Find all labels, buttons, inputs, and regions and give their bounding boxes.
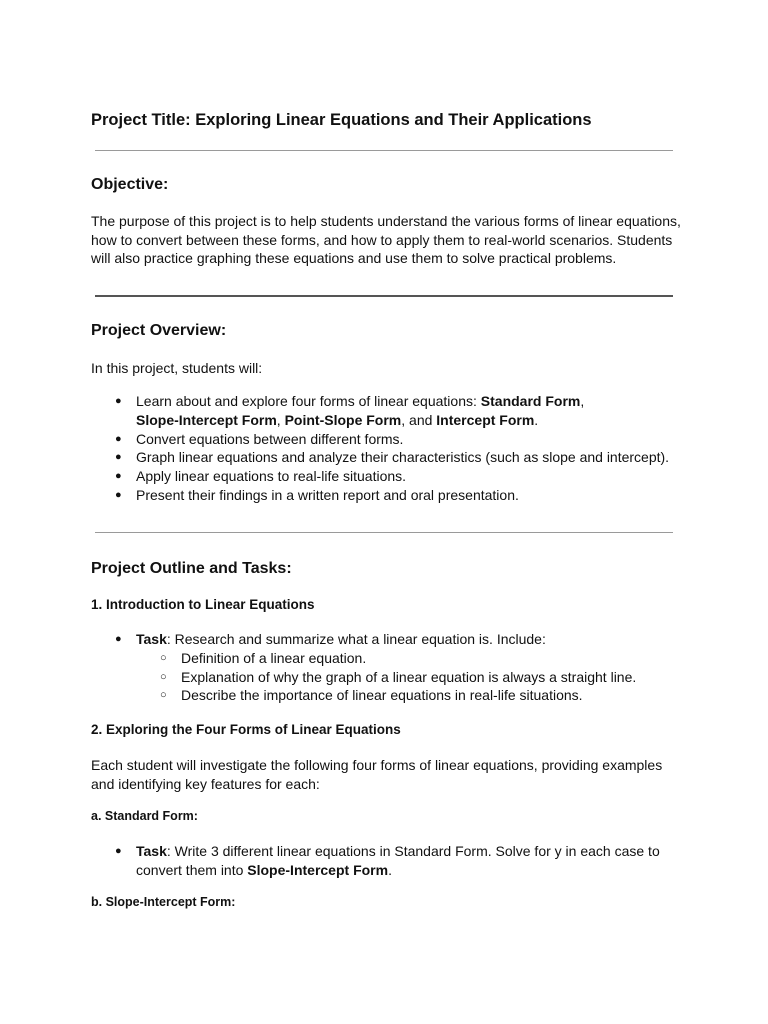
list-item: [91, 842, 660, 861]
sublist-item-text: Definition of a linear equation.: [181, 649, 367, 666]
overview-intro: In this project, students will:: [91, 360, 263, 376]
list-item-text: Graph linear equations and analyze their characteristics (such as slope and intercept).: [136, 449, 670, 466]
overview-heading: Project Overview:: [91, 322, 227, 339]
bullet-icon: ●: [115, 633, 122, 645]
sublist-item: [136, 649, 636, 668]
bullet-icon: ●: [115, 395, 122, 407]
section2-intro: Each student will investigate the following four forms of linear equations, providing examples and identifying key features for each:: [91, 757, 663, 792]
slope-intercept-heading: b. Slope-Intercept Form:: [91, 895, 236, 909]
list-item-text: ,: [276, 411, 285, 428]
section1-sublist: [136, 649, 636, 705]
bullet-icon: ●: [115, 470, 122, 483]
list-item-text: .: [388, 861, 392, 878]
bold-term: Intercept Form: [436, 411, 535, 428]
bullet-icon: ●: [115, 451, 122, 464]
list-item-text: .: [534, 411, 539, 428]
list-item-text: , and: [401, 411, 437, 428]
list-item-text: Learn about and explore four forms of linear equations:: [136, 393, 481, 409]
divider: [95, 532, 673, 533]
divider: [95, 150, 673, 151]
list-item-text: : Research and summarize what a linear equation is. Include:: [166, 631, 546, 647]
list-item-text: convert them into: [136, 861, 248, 878]
bullet-icon: ●: [115, 488, 122, 501]
section2-heading: 2. Exploring the Four Forms of Linear Equations: [91, 722, 401, 737]
sublist-item-text: Explanation of why the graph of a linear equation is always a straight line.: [181, 668, 637, 685]
outline-heading: Project Outline and Tasks:: [91, 560, 292, 577]
list-item-text: Apply linear equations to real-life situations.: [136, 468, 407, 485]
list-item-continuation: [91, 861, 660, 880]
list-item: [91, 448, 669, 467]
circle-bullet-icon: ○: [160, 689, 167, 702]
bullet-icon: ●: [115, 845, 122, 857]
objective-text: The purpose of this project is to help students understand the various forms of linear equations, how to convert between these forms, and how to apply them to real-world scenarios. Students will also practice graphing these equations and use them to solve practical problems.: [91, 213, 681, 266]
standard-form-list: [91, 842, 660, 880]
list-item-text: Convert equations between different forms.: [136, 430, 404, 447]
list-item-text: ,: [580, 393, 585, 409]
task-label: Task: [136, 843, 167, 859]
bold-term: Standard Form: [480, 393, 581, 409]
bold-term: Point-Slope Form: [284, 411, 402, 428]
list-item-text: : Write 3 different linear equations in Standard Form. Solve for y in each case to: [166, 843, 660, 859]
circle-bullet-icon: ○: [160, 651, 167, 664]
task-label: Task: [136, 631, 167, 647]
objective-heading: Objective:: [91, 176, 169, 193]
list-item: [91, 392, 669, 411]
section1-list: [91, 630, 636, 705]
sublist-item-text: Describe the importance of linear equations in real-life situations.: [181, 687, 583, 704]
sublist-item: [136, 686, 636, 705]
sublist-item: [136, 668, 636, 687]
list-item: [91, 430, 669, 449]
list-item: [91, 630, 636, 705]
list-item-text: Present their findings in a written report and oral presentation.: [136, 486, 519, 503]
section1-heading: 1. Introduction to Linear Equations: [91, 597, 315, 612]
standard-form-heading: a. Standard Form:: [91, 809, 198, 823]
bold-term: Slope-Intercept Form: [247, 861, 389, 878]
overview-list: [91, 392, 669, 505]
divider: [95, 295, 673, 297]
list-item: [91, 486, 669, 505]
circle-bullet-icon: ○: [160, 670, 167, 683]
project-title: Project Title: Exploring Linear Equations and Their Applications: [91, 111, 592, 129]
list-item-continuation: [91, 411, 669, 430]
bullet-icon: ●: [115, 432, 122, 445]
bold-term: Slope-Intercept Form: [136, 411, 277, 428]
list-item: [91, 467, 669, 486]
